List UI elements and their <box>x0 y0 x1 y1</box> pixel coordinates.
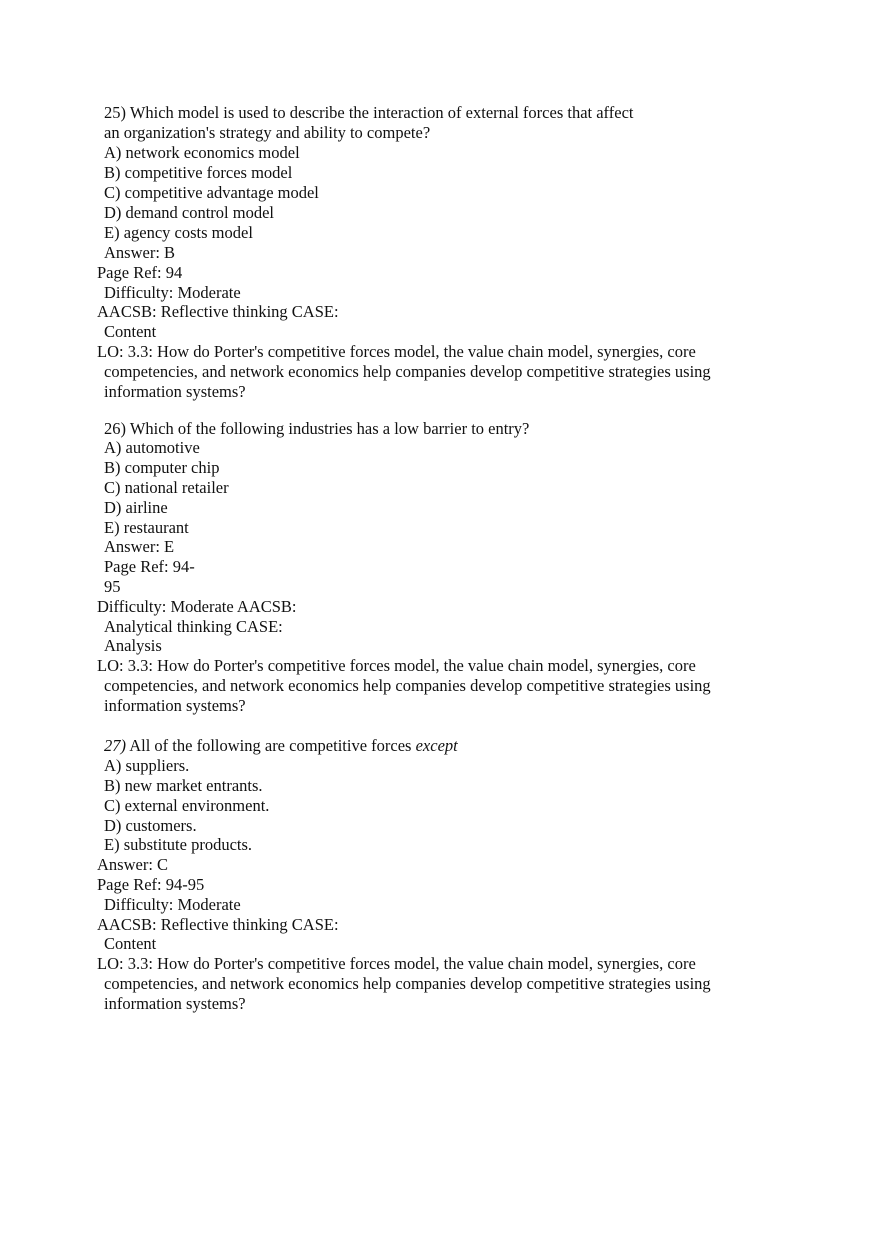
aacsb: AACSB: Reflective thinking CASE: <box>97 302 339 321</box>
option-e: E) restaurant <box>104 518 189 537</box>
answer: Answer: B <box>104 243 176 262</box>
question-stem <box>104 736 458 756</box>
option-d: D) demand control model <box>104 203 274 222</box>
option-a: A) network economics model <box>104 143 300 162</box>
option-c: C) competitive advantage model <box>104 183 319 202</box>
question-stem-text: All of the following are competitive forces <box>129 736 412 755</box>
learning-objective-end: information systems? <box>104 696 246 715</box>
option-c: C) external environment. <box>104 796 270 815</box>
difficulty: Difficulty: Moderate AACSB: <box>97 597 297 616</box>
question-number: 27) <box>104 736 126 755</box>
case: Content <box>104 322 157 341</box>
option-b: B) competitive forces model <box>104 163 293 182</box>
learning-objective-continued: competencies, and network economics help companies develop competitive strategies using <box>104 362 711 381</box>
option-e: E) agency costs model <box>104 223 253 242</box>
page-ref: Page Ref: 94 <box>97 263 183 282</box>
option-d: D) customers. <box>104 816 197 835</box>
page-ref-continued: 95 <box>104 577 121 596</box>
learning-objective-continued: competencies, and network economics help companies develop competitive strategies using <box>104 676 711 695</box>
learning-objective-end: information systems? <box>104 382 246 401</box>
case: Content <box>104 934 157 953</box>
answer: Answer: E <box>104 537 175 556</box>
aacsb: AACSB: Reflective thinking CASE: <box>97 915 339 934</box>
difficulty: Difficulty: Moderate <box>104 283 241 302</box>
option-a: A) automotive <box>104 438 200 457</box>
option-a: A) suppliers. <box>104 756 190 775</box>
case: Analysis <box>104 636 162 655</box>
option-b: B) computer chip <box>104 458 220 477</box>
option-e: E) substitute products. <box>104 835 253 854</box>
question-stem: 25) Which model is used to describe the interaction of external forces that affect <box>104 103 634 122</box>
aacsb: Analytical thinking CASE: <box>104 617 283 636</box>
option-d: D) airline <box>104 498 168 517</box>
option-c: C) national retailer <box>104 478 229 497</box>
learning-objective-end: information systems? <box>104 994 246 1013</box>
page-ref: Page Ref: 94-95 <box>97 875 205 894</box>
question-stem-continued: an organization's strategy and ability to compete? <box>104 123 431 142</box>
question-stem-emphasis: except <box>415 736 458 755</box>
page-ref: Page Ref: 94- <box>104 557 195 576</box>
question-stem: 26) Which of the following industries has a low barrier to entry? <box>104 419 530 438</box>
difficulty: Difficulty: Moderate <box>104 895 241 914</box>
learning-objective-continued: competencies, and network economics help companies develop competitive strategies using <box>104 974 711 993</box>
learning-objective: LO: 3.3: How do Porter's competitive forces model, the value chain model, synergies, core <box>97 954 696 973</box>
learning-objective: LO: 3.3: How do Porter's competitive forces model, the value chain model, synergies, core <box>97 656 696 675</box>
answer: Answer: C <box>97 855 169 874</box>
learning-objective: LO: 3.3: How do Porter's competitive forces model, the value chain model, synergies, core <box>97 342 696 361</box>
option-b: B) new market entrants. <box>104 776 263 795</box>
